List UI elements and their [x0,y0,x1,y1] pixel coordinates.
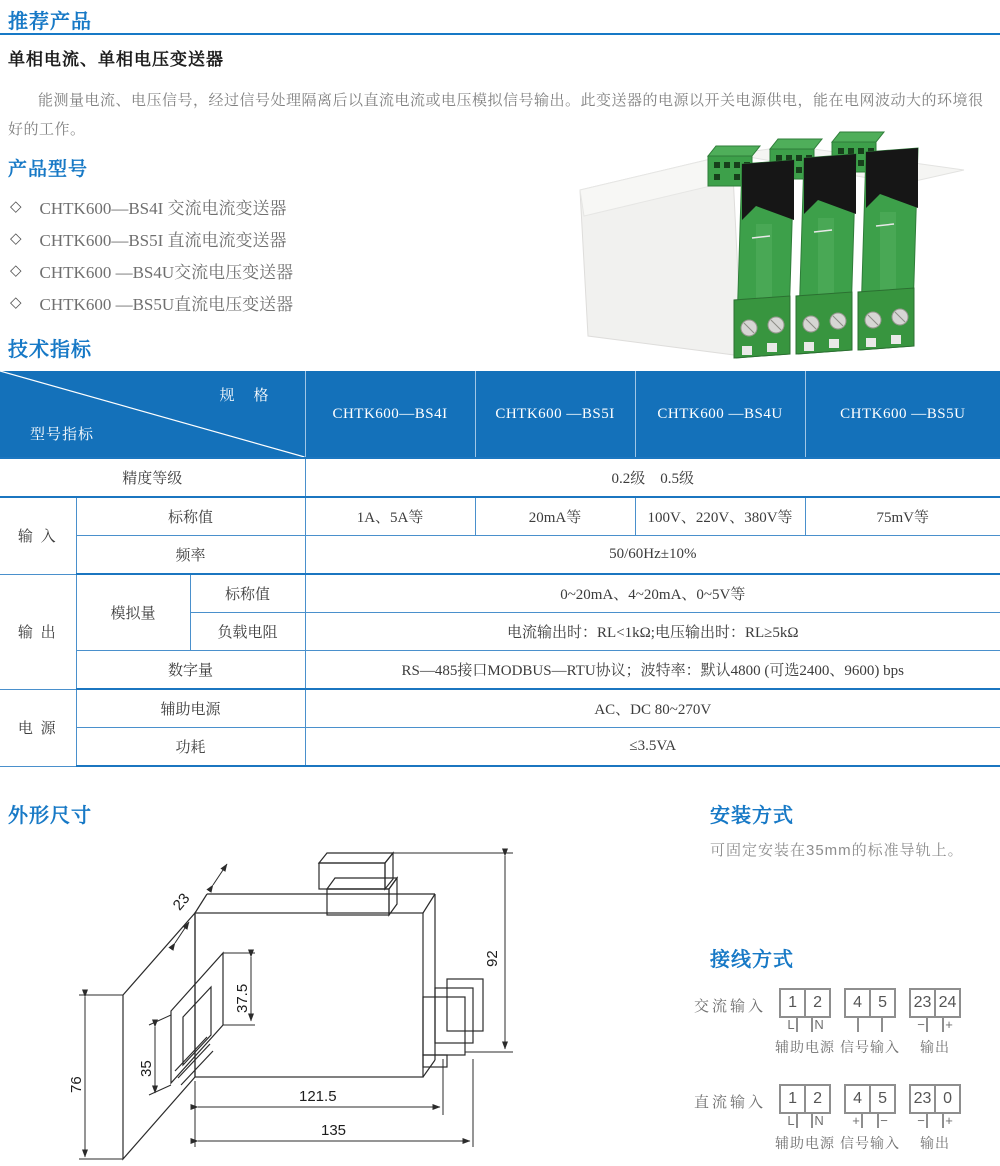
cell-value: 1A、5A等 [305,497,475,536]
wiring-row-label: 交流输入 [694,998,767,1015]
polarity-label: L [787,1113,795,1128]
page-title: 推荐产品 [8,11,92,33]
terminal-group-caption: 输出 [920,1135,951,1151]
terminal-group-caption: 辅助电源 [775,1039,836,1055]
polarity-label: N [814,1017,824,1032]
wiring-row-ac [694,988,961,1057]
terminal-box: 2 [804,1084,831,1114]
wiring-row-label: 直流输入 [694,1094,767,1111]
table-row [0,458,1000,497]
product-photo [540,120,995,368]
terminal-group-aux [775,988,836,1057]
cell-value: 20mA等 [475,497,635,536]
polarity-label: − [917,1017,925,1032]
terminal-box: 5 [869,1084,896,1114]
polarity-label: − [917,1113,925,1128]
dim-right-height: 92 [484,950,501,967]
cell-value: RS—485接口MODBUS—RTU协议；波特率：默认4800 (可选2400、9600) bps [305,651,1000,690]
terminal-group-caption: 辅助电源 [775,1135,836,1151]
dim-window-b: 37.5 [234,983,251,1013]
group-label-output: 输 出 [0,574,76,689]
row-label: 标称值 [190,574,305,613]
wire-tick [926,1114,928,1128]
wire-tick [861,1114,863,1128]
table-header-row [0,371,1000,458]
polarity-label: N [814,1113,824,1128]
wire-tick [857,1018,859,1032]
cell-value: 0~20mA、4~20mA、0~5V等 [305,574,1000,613]
row-label: 负载电阻 [190,613,305,651]
dim-depth: 23 [169,890,194,914]
terminal-box: 23 [909,988,936,1018]
list-item [10,222,293,254]
wiring-heading: 接线方式 [710,949,794,971]
wire-tick [796,1114,798,1128]
row-label: 精度等级 [0,458,305,497]
list-item [10,254,293,286]
group-label-input: 输 入 [0,497,76,574]
diagonal-header-cell [0,371,305,458]
installation-text: 可固定安装在35mm的标准导轨上。 [710,842,964,859]
header-model-label: 型号指标 [30,426,95,443]
diamond-bullet-icon: ◇ [10,229,22,247]
terminal-group-caption: 信号输入 [840,1135,901,1151]
wire-tick [796,1018,798,1032]
table-row [0,497,1000,536]
model-name: CHTK600 —BS4U交流电压变送器 [39,262,294,282]
row-label: 功耗 [76,728,305,767]
dim-window-a: 35 [138,1060,155,1077]
terminal-box: 5 [869,988,896,1018]
installation-heading: 安装方式 [710,805,794,827]
cell-value: 0.2级 0.5级 [305,458,1000,497]
model-name: CHTK600—BS5I 直流电流变送器 [39,230,287,250]
specs-heading: 技术指标 [8,339,92,361]
polarity-label: + [945,1017,953,1032]
module [708,132,918,358]
spec-table [0,371,1000,767]
table-row [0,536,1000,575]
terminal-group-output [909,1084,961,1153]
terminal-group-aux [775,1084,836,1153]
terminal-box: 2 [804,988,831,1018]
cell-value: ≤3.5VA [305,728,1000,767]
column-header: CHTK600 —BS5I [475,371,635,458]
terminal-box: 4 [844,1084,871,1114]
terminal-group-output [909,988,961,1057]
table-row [0,651,1000,690]
terminal-box: 1 [779,988,806,1018]
dim-left-height: 76 [68,1076,85,1093]
list-item [10,190,293,222]
row-label: 模拟量 [76,574,190,651]
table-row [0,574,1000,613]
terminal-box: 0 [934,1084,961,1114]
column-header: CHTK600 —BS5U [805,371,1000,458]
diamond-bullet-icon: ◇ [10,293,22,311]
dim-inner-width: 121.5 [299,1088,337,1105]
cell-value: AC、DC 80~270V [305,689,1000,728]
cell-value: 100V、220V、380V等 [635,497,805,536]
dimensions-heading: 外形尺寸 [8,805,92,827]
wire-tick [926,1018,928,1032]
dimension-drawing [55,845,630,1166]
row-label: 标称值 [76,497,305,536]
row-label: 频率 [76,536,305,575]
row-label: 辅助电源 [76,689,305,728]
terminal-group-signal [840,988,901,1057]
terminal-group-caption: 信号输入 [840,1039,901,1055]
terminal-box: 4 [844,988,871,1018]
terminal-box: 1 [779,1084,806,1114]
cell-value: 电流输出时：RL<1kΩ;电压输出时：RL≥5kΩ [305,613,1000,651]
polarity-label: + [945,1113,953,1128]
polarity-label: − [880,1113,888,1128]
polarity-label: L [787,1017,795,1032]
header-spec-label: 规 格 [219,387,271,404]
list-item [10,286,293,318]
polarity-label: + [852,1113,860,1128]
terminal-box: 23 [909,1084,936,1114]
models-heading: 产品型号 [8,159,89,180]
wire-tick [881,1018,883,1032]
diamond-bullet-icon: ◇ [10,197,22,215]
dim-overall-width: 135 [321,1122,347,1139]
model-name: CHTK600 —BS5U直流电压变送器 [39,294,294,314]
row-label: 数字量 [76,651,305,690]
cell-value: 50/60Hz±10% [305,536,1000,575]
table-row [0,689,1000,728]
terminal-group-caption: 输出 [920,1039,951,1055]
intro-paragraph: 能测量电流、电压信号，经过信号处理隔离后以直流电流或电压模拟信号输出。此变送器的电源以开关电源供电，能在电网波动大的环境很好的工作。 [8,92,984,138]
terminal-group-signal [840,1084,901,1153]
cell-value: 75mV等 [805,497,1000,536]
table-row [0,728,1000,767]
column-header: CHTK600—BS4I [305,371,475,458]
model-list [10,190,293,318]
column-header: CHTK600 —BS4U [635,371,805,458]
terminal-box: 24 [934,988,961,1018]
product-subtitle: 单相电流、单相电压变送器 [8,50,224,69]
wiring-row-dc [694,1084,961,1153]
model-name: CHTK600—BS4I 交流电流变送器 [39,198,287,218]
group-label-power: 电 源 [0,689,76,766]
title-rule [0,33,1000,35]
diamond-bullet-icon: ◇ [10,261,22,279]
